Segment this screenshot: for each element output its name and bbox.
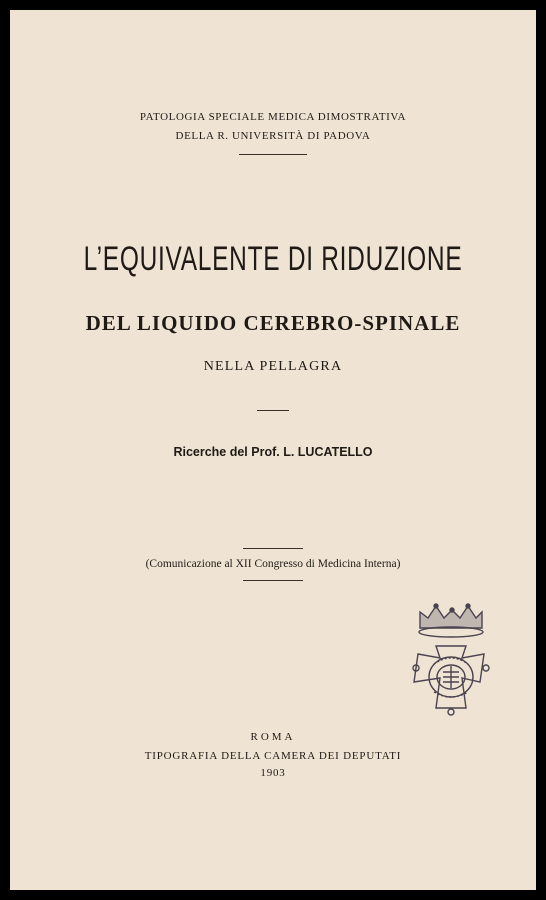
crown-seal-icon: [406, 602, 492, 722]
title-divider: [257, 410, 289, 411]
title-page: [10, 10, 536, 890]
imprint-printer: TIPOGRAFIA DELLA CAMERA DEI DEPUTATI: [144, 750, 402, 762]
sub-subtitle: NELLA PELLAGRA: [203, 359, 343, 374]
institution-line-1: PATOLOGIA SPECIALE MEDICA DIMOSTRATIVA: [139, 111, 407, 123]
header-divider: [239, 154, 307, 155]
note-divider-top: [243, 548, 303, 549]
main-title: L’EQUIVALENTE DI RIDUZIONE: [83, 240, 463, 278]
imprint-city: ROMA: [250, 731, 296, 743]
note-divider-bottom: [243, 580, 303, 581]
institution-line-2: DELLA R. UNIVERSITÀ DI PADOVA: [175, 130, 371, 142]
author-line: Ricerche del Prof. L. LUCATELLO: [173, 445, 373, 459]
imprint-year: 1903: [260, 767, 286, 779]
congress-note: (Comunicazione al XII Congresso di Medicina Interna): [145, 558, 401, 570]
subtitle: DEL LIQUIDO CEREBRO-SPINALE: [85, 311, 461, 335]
